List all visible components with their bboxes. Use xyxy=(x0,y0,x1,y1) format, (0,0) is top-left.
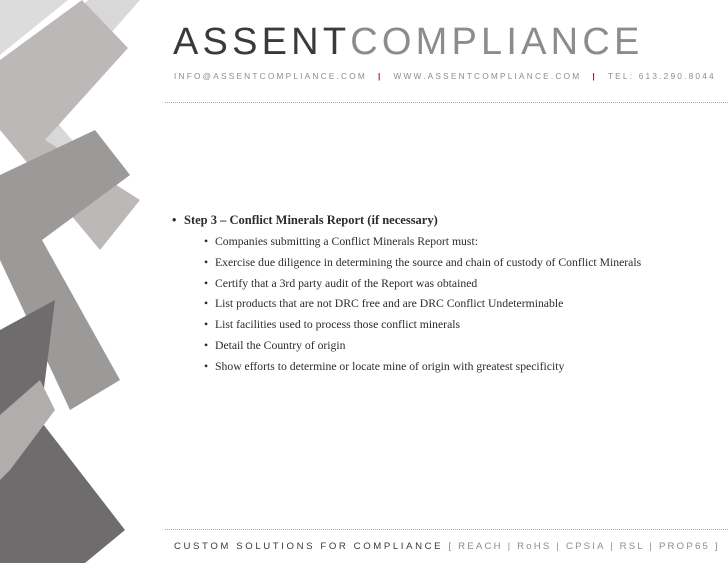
email-link[interactable]: INFO@ASSENTCOMPLIANCE.COM xyxy=(174,71,367,81)
contact-line xyxy=(174,70,716,82)
list-item-text: List products that are not DRC free and are DRC Conflict Undeterminable xyxy=(215,297,564,311)
requirements-list xyxy=(204,232,712,378)
bullet: • xyxy=(204,359,209,373)
list-item xyxy=(204,315,712,336)
bullet: • xyxy=(172,213,177,227)
bullet: • xyxy=(204,297,209,311)
list-item-text: Exercise due diligence in determining the source and chain of custody of Conflict Minerals xyxy=(215,255,642,269)
bullet: • xyxy=(204,276,209,290)
brand-word-assent: ASSENT xyxy=(173,21,351,63)
list-item xyxy=(204,274,712,295)
list-item xyxy=(204,253,712,274)
footer-tagline: CUSTOM SOLUTIONS FOR COMPLIANCE xyxy=(174,541,444,552)
list-item xyxy=(204,232,712,253)
header-divider xyxy=(165,102,728,103)
list-item-text: Certify that a 3rd party audit of the Report was obtained xyxy=(215,276,478,290)
bullet: • xyxy=(204,235,209,248)
list-item-text: Detail the Country of origin xyxy=(215,338,346,352)
step-heading xyxy=(172,212,712,228)
footer-divider xyxy=(165,529,728,530)
brand-logo xyxy=(173,20,644,64)
list-item-text: List facilities used to process those conflict minerals xyxy=(215,318,461,332)
step-title: Step 3 – Conflict Minerals Report (if necessary) xyxy=(184,213,438,227)
bullet: • xyxy=(204,338,209,352)
list-item-text: Companies submitting a Conflict Minerals Report must: xyxy=(215,235,478,248)
brand-word-compliance: COMPLIANCE xyxy=(350,21,644,63)
separator: | xyxy=(592,71,597,81)
footer xyxy=(174,541,719,553)
list-item xyxy=(204,294,712,315)
bullet: • xyxy=(204,318,209,332)
phone-number: TEL: 613.290.8044 xyxy=(607,71,716,81)
list-item xyxy=(204,336,712,357)
list-item-text: Show efforts to determine or locate mine of origin with greatest specificity xyxy=(215,359,565,373)
list-item xyxy=(204,357,712,378)
website-link[interactable]: WWW.ASSENTCOMPLIANCE.COM xyxy=(393,71,582,81)
footer-tags: [ REACH | RoHS | CPSIA | RSL | PROP65 ] xyxy=(448,541,720,552)
separator: | xyxy=(377,71,383,81)
bullet: • xyxy=(204,255,209,269)
slide-content xyxy=(172,212,712,378)
